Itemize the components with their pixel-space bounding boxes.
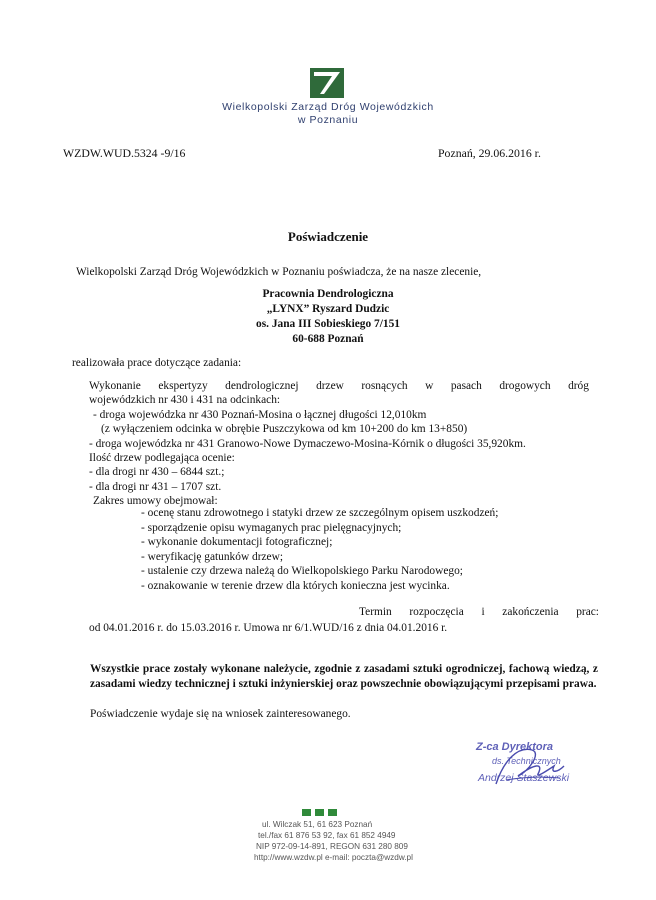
task-line-road-430: - droga wojewódzka nr 430 Poznań-Mosina o łącznej długości 12,010km (93, 408, 427, 421)
org-name-line2: w Poznaniu (297, 114, 359, 126)
wzdw-road-logo (310, 68, 344, 98)
stamp-title: Z-ca Dyrektora (476, 741, 554, 753)
scope-list (141, 507, 498, 594)
task-word: Wykonanie (89, 380, 141, 392)
stamp-subtitle: ds. Technicznych (492, 756, 561, 766)
reference-number: WZDW.WUD.5324 -9/16 (63, 146, 186, 160)
contractor-postal-line: 60-688 Poznań (292, 333, 364, 345)
footer-web: http://www.wzdw.pl e-mail: poczta@wzdw.pl (254, 853, 413, 862)
contractor-address-line: os. Jana III Sobieskiego 7/151 (256, 318, 400, 330)
task-line-2: wojewódzkich nr 430 i 431 na odcinkach: (89, 394, 281, 407)
closing-line: Poświadczenie wydaje się na wniosek zainteresowanego. (90, 708, 351, 720)
task-line-scope-label: Zakres umowy obejmował: (93, 495, 218, 508)
task-word: dróg (568, 380, 589, 392)
term-line-2: od 04.01.2016 r. do 15.03.2016 r. Umowa nr 6/1.WUD/16 z dnia 04.01.2016 r. (89, 622, 448, 634)
term-word: Termin (359, 606, 392, 618)
scope-item: - sporządzenie opisu wymaganych prac pielęgnacyjnych; (141, 521, 402, 534)
scope-item: - ustalenie czy drzewa należą do Wielkopolskiego Parku Narodowego; (141, 565, 463, 577)
term-line-1 (359, 606, 599, 619)
scope-item: - oznakowanie w terenie drzew dla których konieczna jest wycinka. (141, 579, 450, 592)
square-icon (328, 809, 337, 816)
final-statement: Wszystkie prace zostały wykonane należycie, zgodnie z zasadami sztuki ogrodniczej, fachową wiedzą, z zasadami wiedzy technicznej i sztuki inżynierskiej oraz powszechnie obowiązującymi przepisami prawa. (90, 663, 598, 690)
signature-icon (478, 740, 568, 790)
task-line-exclusion: (z wyłączeniem odcinka w obrębie Puszczykowa od km 10+200 do km 13+850) (101, 423, 468, 436)
term-word: rozpoczęcia (409, 606, 464, 618)
term-word: zakończenia (502, 606, 559, 618)
square-icon (315, 809, 324, 816)
square-icon (302, 809, 311, 816)
task-description (89, 380, 589, 510)
task-line-1 (89, 380, 589, 394)
task-word: pasach (450, 380, 482, 392)
term-word: prac: (576, 606, 599, 618)
contractor-name-line1: Pracownia Dendrologiczna (262, 288, 394, 300)
document-title: Poświadczenie (287, 229, 369, 244)
task-word: ekspertyzy (158, 380, 208, 392)
footer-squares (302, 809, 337, 816)
scope-item: - weryfikację gatunków drzew; (141, 550, 284, 563)
task-word: w (425, 380, 434, 392)
task-label: realizowała prace dotyczące zadania: (72, 357, 242, 369)
stamp-name: Andrzej Staszewski (478, 772, 570, 784)
footer-phones: tel./fax 61 876 53 92, fax 61 852 4949 (258, 831, 396, 840)
task-line-count-430: - dla drogi nr 430 – 6844 szt.; (89, 466, 225, 479)
scope-item: - ocenę stanu zdrowotnego i statyki drzew ze szczególnym opisem uszkodzeń; (141, 507, 499, 519)
footer-address: ul. Wilczak 51, 61 623 Poznań (262, 820, 373, 829)
scope-item: - wykonanie dokumentacji fotograficznej; (141, 536, 333, 548)
contractor-name-line2: „LYNX” Ryszard Dudzic (266, 303, 390, 315)
task-line-tree-count-label: Ilość drzew podlegająca ocenie: (89, 451, 235, 464)
term-word: i (481, 606, 485, 618)
task-word: dendrologicznej (225, 380, 299, 392)
task-line-road-431: - droga wojewódzka nr 431 Granowo-Nowe Dymaczewo-Mosina-Kórnik o długości 35,920km. (89, 437, 526, 450)
task-line-count-431: - dla drogi nr 431 – 1707 szt. (89, 480, 222, 493)
org-name-line1: Wielkopolski Zarząd Dróg Wojewódzkich (222, 101, 434, 113)
task-word: drzew (316, 380, 344, 392)
footer-ids: NIP 972-09-14-891, REGON 631 280 809 (256, 842, 408, 851)
task-word: drogowych (499, 380, 551, 392)
task-word: rosnących (361, 380, 408, 392)
document-date: Poznań, 29.06.2016 r. (438, 146, 541, 160)
intro-paragraph: Wielkopolski Zarząd Dróg Wojewódzkich w Poznaniu poświadcza, że na nasze zlecenie, (76, 266, 482, 278)
